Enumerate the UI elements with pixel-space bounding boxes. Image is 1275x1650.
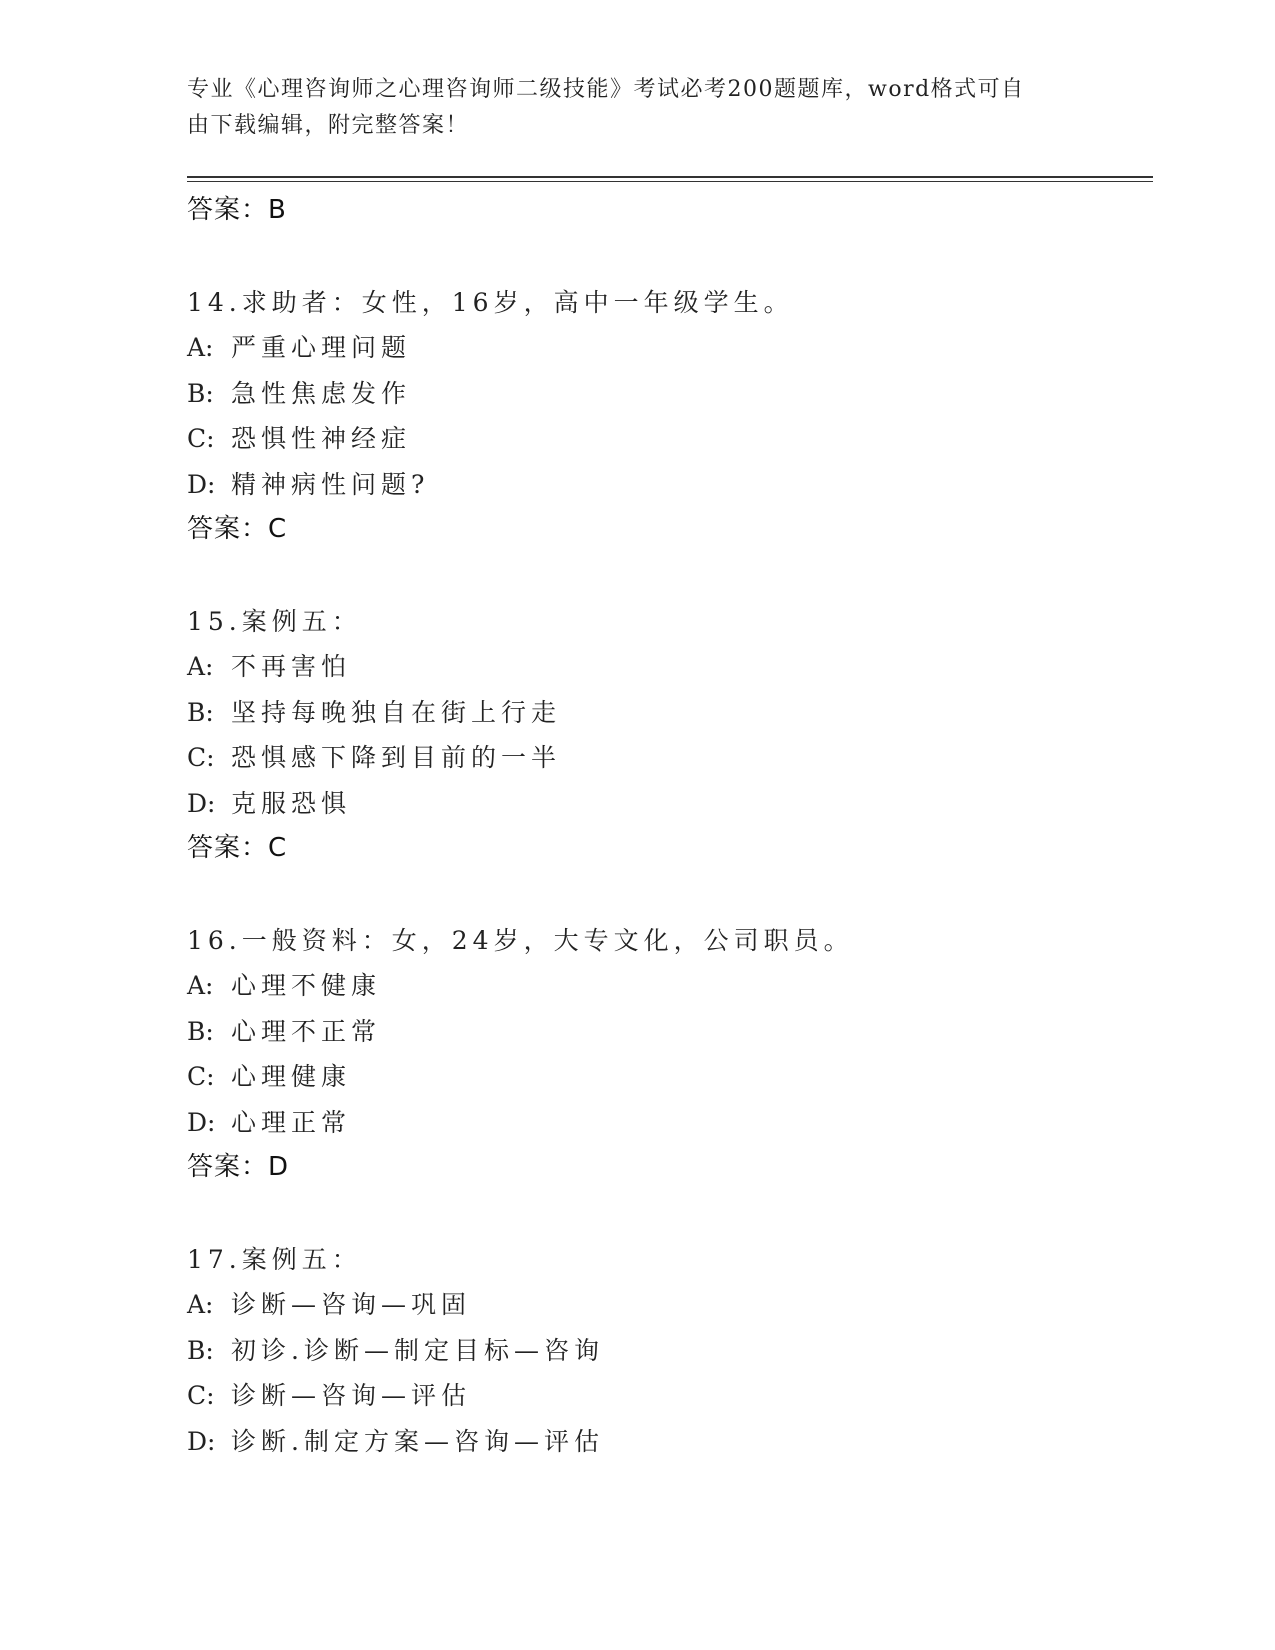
option-a — [187, 963, 1147, 1009]
option-text: 急性焦虑发作 — [231, 378, 412, 408]
option-a — [187, 644, 1147, 690]
option-d — [187, 781, 1147, 827]
option-letter: C: — [187, 1381, 215, 1410]
question-block — [187, 599, 1147, 872]
option-b — [187, 690, 1147, 736]
option-text: 恐惧感下降到目前的一半 — [231, 743, 562, 772]
option-d — [187, 1419, 1147, 1465]
spacer — [187, 1191, 1147, 1237]
option-text: 诊断—咨询—评估 — [231, 1381, 472, 1410]
option-c — [187, 1373, 1147, 1419]
option-letter: D: — [187, 788, 216, 818]
question-block — [187, 918, 1147, 1191]
question-title: 14.求助者：女性，16岁，高中一年级学生。 — [187, 287, 794, 317]
header-divider-thick — [187, 176, 1153, 178]
header-line-2: 由下载编辑，附完整答案！ — [187, 113, 470, 138]
option-c — [187, 1054, 1147, 1100]
question-block — [187, 280, 1147, 553]
option-b — [187, 1328, 1147, 1374]
option-letter: A: — [187, 333, 214, 362]
option-text: 不再害怕 — [231, 652, 352, 681]
header-line-1: 专业《心理咨询师之心理咨询师二级技能》考试必考200题题库，word格式可自 — [187, 77, 1025, 102]
option-text: 诊断.制定方案—咨询—评估 — [231, 1426, 604, 1456]
option-text: 克服恐惧 — [231, 788, 352, 818]
option-text: 坚持每晚独自在街上行走 — [231, 697, 562, 727]
option-letter: A: — [187, 1290, 214, 1319]
option-text: 恐惧性神经症 — [231, 424, 412, 453]
option-letter: D: — [187, 1426, 216, 1456]
question-list — [187, 188, 1147, 1464]
option-c — [187, 735, 1147, 781]
question-title: 16.一般资料：女，24岁，大专文化，公司职员。 — [187, 925, 854, 955]
question-title: 15.案例五： — [187, 606, 362, 636]
answer-line: 答案：C — [187, 833, 288, 863]
option-d — [187, 462, 1147, 508]
option-a — [187, 325, 1147, 371]
option-d — [187, 1100, 1147, 1146]
answer-line: 答案：B — [187, 195, 287, 225]
answer-line: 答案：C — [187, 514, 288, 544]
option-text: 诊断—咨询—巩固 — [231, 1290, 472, 1319]
option-letter: A: — [187, 971, 214, 1000]
question-block — [187, 1237, 1147, 1465]
option-letter: C: — [187, 424, 215, 453]
spacer — [187, 553, 1147, 599]
spacer — [187, 872, 1147, 918]
option-text: 心理健康 — [231, 1062, 352, 1091]
spacer — [187, 234, 1147, 280]
option-text: 初诊.诊断—制定目标—咨询 — [231, 1335, 604, 1365]
option-text: 心理正常 — [231, 1107, 352, 1137]
option-text: 心理不健康 — [231, 971, 382, 1000]
option-text: 严重心理问题 — [231, 333, 412, 362]
question-title: 17.案例五： — [187, 1244, 362, 1274]
option-text: 精神病性问题? — [231, 469, 430, 499]
option-letter: C: — [187, 1062, 215, 1091]
option-letter: B: — [187, 378, 214, 408]
option-letter: A: — [187, 652, 214, 681]
option-c — [187, 416, 1147, 462]
option-letter: C: — [187, 743, 215, 772]
option-letter: B: — [187, 1335, 214, 1365]
option-b — [187, 1009, 1147, 1055]
option-text: 心理不正常 — [231, 1016, 382, 1046]
option-b — [187, 371, 1147, 417]
option-letter: D: — [187, 469, 216, 499]
option-letter: D: — [187, 1107, 216, 1137]
answer-line: 答案：D — [187, 1152, 290, 1182]
header-divider-thin — [187, 181, 1153, 182]
document-header — [187, 72, 1067, 144]
option-letter: B: — [187, 1016, 214, 1046]
option-letter: B: — [187, 697, 214, 727]
option-a — [187, 1282, 1147, 1328]
